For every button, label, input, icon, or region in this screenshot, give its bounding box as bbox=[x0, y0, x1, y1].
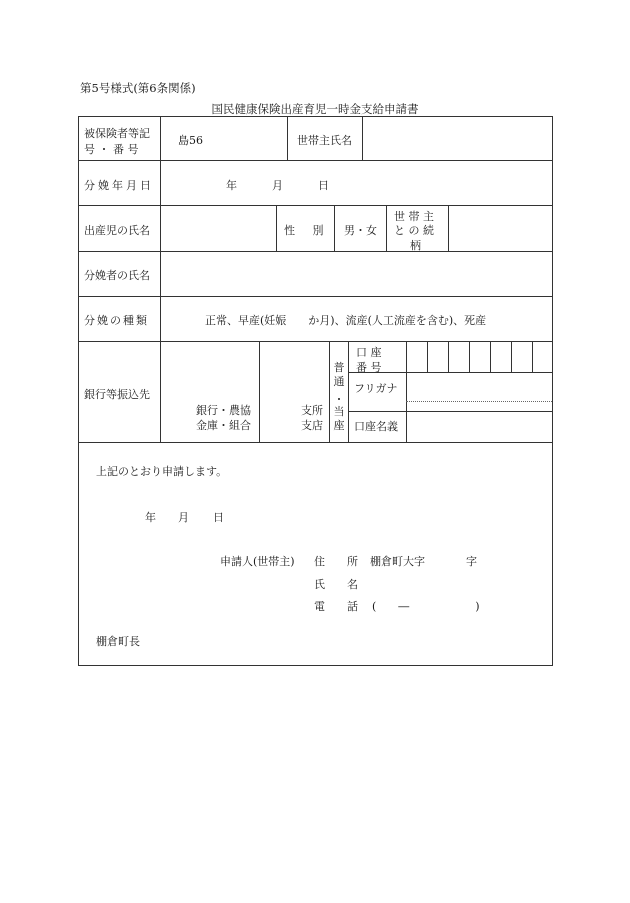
form-number: 第5号様式(第6条関係) bbox=[80, 81, 196, 95]
address-label: 住 所 bbox=[314, 555, 358, 568]
birth-type-options[interactable]: 正常、早産(妊娠 か月)、流産(人工流産を含む)、死産 bbox=[205, 314, 487, 327]
relation-label-line2: と の 続 bbox=[394, 224, 434, 237]
furigana-field[interactable] bbox=[410, 376, 550, 398]
sex-value[interactable]: 男・女 bbox=[344, 224, 377, 237]
birth-date-month[interactable]: 月 bbox=[272, 179, 283, 192]
bank-type-line1: 銀行・農協 bbox=[196, 404, 251, 417]
mother-name-field[interactable] bbox=[164, 256, 548, 292]
bank-name-field[interactable] bbox=[164, 346, 254, 396]
account-type-separator: ・ bbox=[333, 393, 345, 406]
account-holder-field[interactable] bbox=[410, 414, 550, 438]
account-number-label-line2: 番 号 bbox=[356, 361, 382, 374]
branch-type-line1: 支所 bbox=[301, 404, 323, 417]
applicant-label: 申請人(世帯主) bbox=[220, 555, 295, 568]
address-value[interactable]: 棚倉町大字 bbox=[370, 555, 425, 568]
bank-transfer-label: 銀行等振込先 bbox=[84, 388, 150, 401]
birth-date-label: 分娩年月日 bbox=[84, 179, 154, 192]
birth-type-label: 分娩の種類 bbox=[84, 314, 149, 327]
relation-label-line3: 柄 bbox=[410, 239, 421, 252]
householder-name-label: 世帯主氏名 bbox=[297, 134, 352, 147]
insured-number-label-line1: 被保険者等記 bbox=[84, 127, 150, 140]
application-date-year[interactable]: 年 bbox=[145, 511, 156, 524]
sex-label: 性 別 bbox=[284, 224, 324, 237]
applicant-name-field[interactable] bbox=[370, 572, 540, 590]
application-date-day[interactable]: 日 bbox=[213, 511, 224, 524]
branch-type-line2: 支店 bbox=[301, 419, 323, 432]
application-statement: 上記のとおり申請します。 bbox=[96, 465, 228, 478]
application-date-month[interactable]: 月 bbox=[178, 511, 189, 524]
phone-label: 電 話 bbox=[314, 600, 358, 613]
child-name-label: 出産児の氏名 bbox=[84, 224, 150, 237]
account-type-ordinary[interactable]: 普通 bbox=[333, 361, 345, 388]
insured-number-value[interactable]: 島56 bbox=[178, 134, 203, 147]
applicant-name-label: 氏 名 bbox=[314, 578, 358, 591]
phone-field[interactable]: ( ― ) bbox=[372, 600, 480, 613]
account-holder-label: 口座名義 bbox=[354, 420, 398, 433]
birth-date-day[interactable]: 日 bbox=[318, 179, 329, 192]
account-type-current[interactable]: 当座 bbox=[333, 405, 345, 432]
relation-field[interactable] bbox=[452, 210, 548, 246]
birth-date-year[interactable]: 年 bbox=[226, 179, 237, 192]
addressee: 棚倉町長 bbox=[96, 635, 140, 648]
address-suffix: 字 bbox=[466, 555, 477, 568]
mother-name-label: 分娩者の氏名 bbox=[84, 269, 150, 282]
page-title: 国民健康保険出産育児一時金支給申請書 bbox=[211, 102, 419, 116]
branch-name-field[interactable] bbox=[264, 346, 324, 396]
insured-number-label-line2: 号 ・ 番 号 bbox=[84, 143, 139, 156]
bank-type-line2: 金庫・組合 bbox=[196, 419, 251, 432]
account-number-field[interactable] bbox=[408, 343, 550, 371]
account-number-label-line1: 口 座 bbox=[356, 346, 382, 359]
relation-label-line1: 世 帯 主 bbox=[394, 210, 434, 223]
child-name-field[interactable] bbox=[164, 210, 272, 246]
furigana-label: フリガナ bbox=[354, 382, 398, 395]
householder-name-field[interactable] bbox=[366, 122, 550, 156]
